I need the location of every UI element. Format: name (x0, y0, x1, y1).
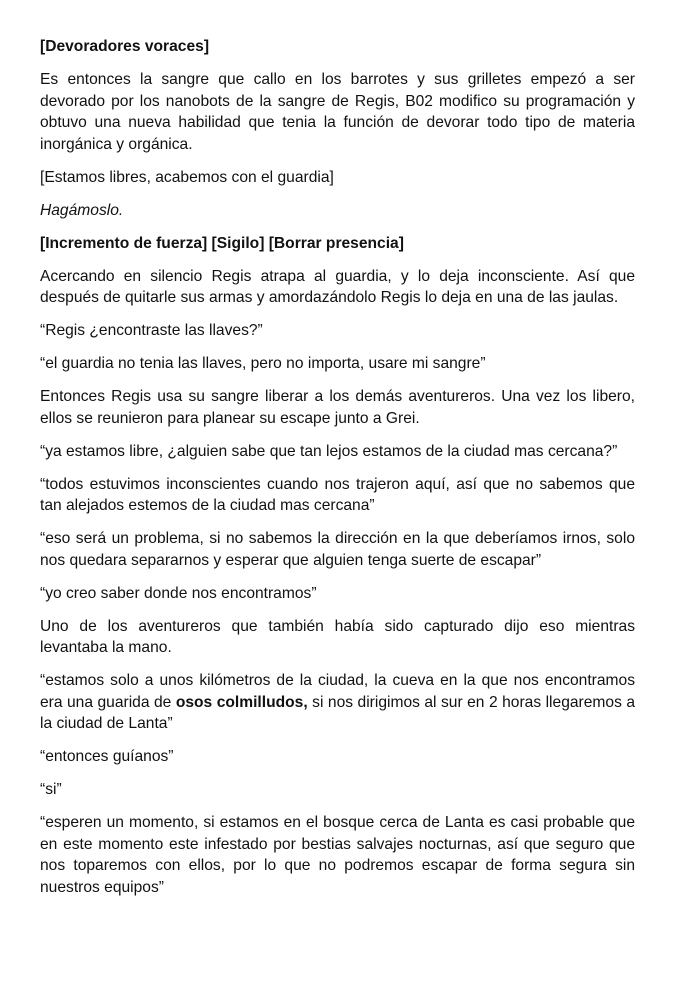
narrative-paragraph: Entonces Regis usa su sangre liberar a los demás aventureros. Una vez los libero, ellos se reunieron para planear su escape junto a Grei. (40, 388, 635, 427)
dialogue-line: “entonces guíanos” (40, 748, 174, 765)
dialogue-line: “si” (40, 781, 62, 798)
skill-heading-abilities: [Incremento de fuerza] [Sigilo] [Borrar presencia] (40, 234, 404, 252)
narrative-paragraph: Uno de los aventureros que también había sido capturado dijo eso mientras levantaba la mano. (40, 617, 635, 656)
dialogue-line-mixed (40, 670, 635, 735)
thought-line: Hagámoslo. (40, 201, 124, 219)
dialogue-text: “estamos solo a unos kilómetros de la ciudad, la cueva en la que nos encontramos era una guarida de (40, 672, 635, 711)
system-message: [Estamos libres, acabemos con el guardia] (40, 168, 334, 186)
narrative-paragraph: Es entonces la sangre que callo en los barrotes y sus grilletes empezó a ser devorado por los nanobots de la sangre de Regis, B02 modifico su programación y obtuvo una nueva habilidad que tenia la función de devorar todo tipo de materia inorgánica y orgánica. (40, 71, 635, 153)
dialogue-text: si nos dirigimos al sur en 2 horas llegaremos a la ciudad de Lanta” (40, 693, 636, 732)
narrative-paragraph: Acercando en silencio Regis atrapa al guardia, y lo deja inconsciente. Así que después de quitarle sus armas y amordazándolo Regis lo deja en una de las jaulas. (40, 267, 635, 306)
dialogue-line: “el guardia no tenia las llaves, pero no importa, usare mi sangre” (40, 355, 486, 372)
dialogue-line: “todos estuvimos inconscientes cuando nos trajeron aquí, así que no sabemos que tan alejados estemos de la ciudad mas cercana” (40, 475, 635, 514)
dialogue-line: “eso será un problema, si no sabemos la dirección en la que deberíamos irnos, solo nos quedara separarnos y esperar que alguien tenga suerte de escapar” (40, 530, 635, 569)
dialogue-line: “ya estamos libre, ¿alguien sabe que tan lejos estamos de la ciudad mas cercana?” (40, 442, 618, 460)
dialogue-line: “Regis ¿encontraste las llaves?” (40, 322, 263, 339)
dialogue-line: “yo creo saber donde nos encontramos” (40, 584, 317, 602)
skill-heading-devoradores: [Devoradores voraces] (40, 38, 210, 55)
emphasis-text: osos colmilludos, (175, 693, 308, 711)
dialogue-line: “esperen un momento, si estamos en el bosque cerca de Lanta es casi probable que en este momento este infestado por bestias salvajes nocturnas, así que seguro que nos toparemos con ellos, por lo que no podremos escapar de forma segura sin nuestros equipos” (40, 814, 635, 896)
